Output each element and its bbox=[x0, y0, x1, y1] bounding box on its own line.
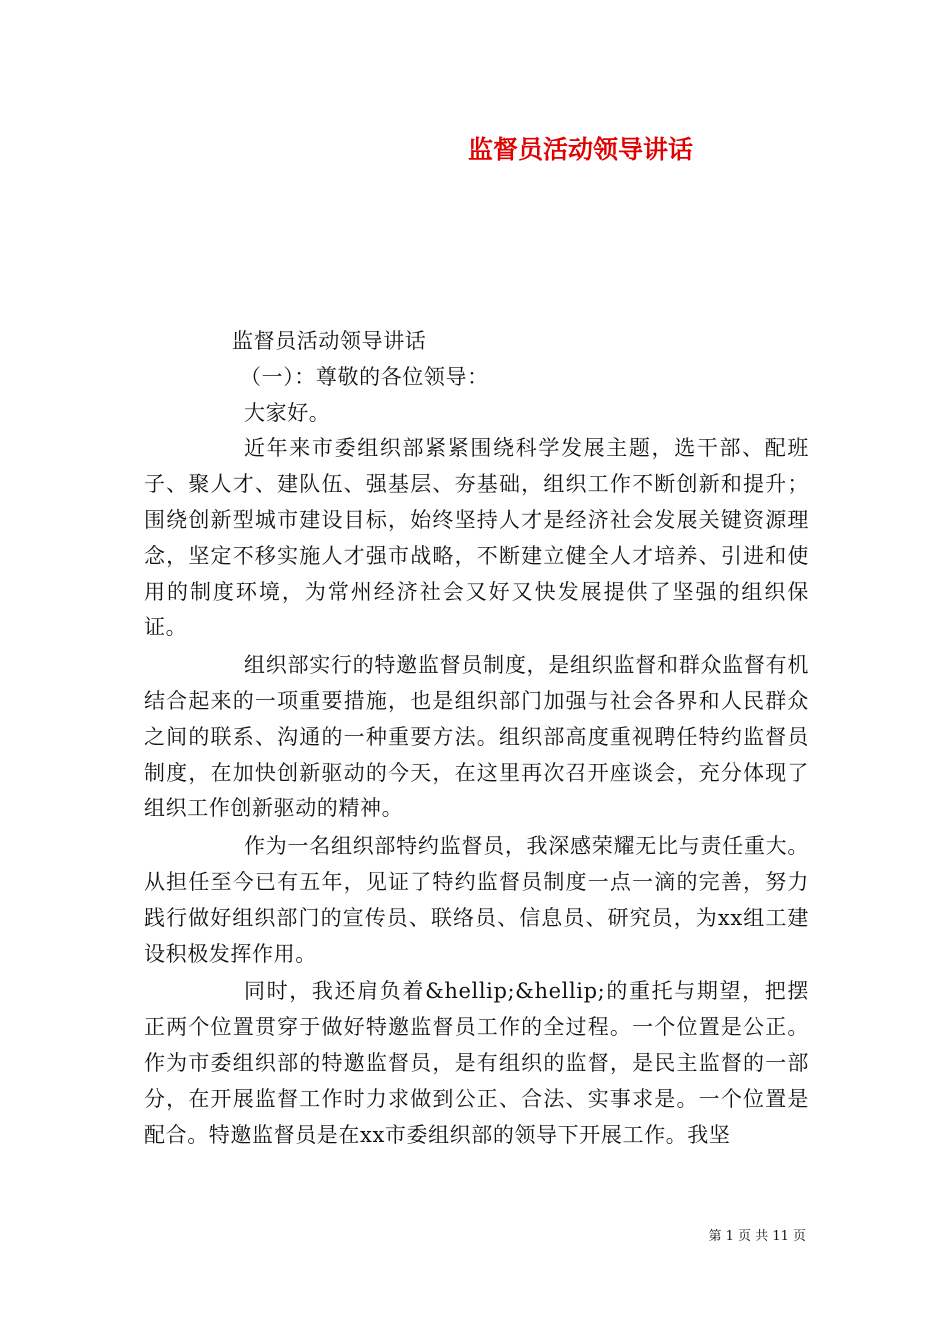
page-number-footer: 第 1 页 共 11 页 bbox=[708, 1229, 806, 1244]
paragraph: 作为一名组织部特约监督员，我深感荣耀无比与责任重大。从担任至今已有五年，见证了特约监督员制度一点一滴的完善，努力践行做好组织部门的宣传员、联络员、信息员、研究员，为xx组工建设积极发挥作用。 bbox=[144, 834, 809, 966]
greeting: 大家好。 bbox=[244, 400, 331, 425]
body-heading: 监督员活动领导讲话 bbox=[232, 329, 427, 353]
paragraph: 同时，我还肩负着&hellip;&hellip;的重托与期望，把摆正两个位置贯穿于做好特邀监督员工作的全过程。一个位置是公正。作为市委组织部的特邀监督员，是有组织的监督，是民主监督的一部分，在开展监督工作时力求做到公正、合法、实事求是。一个位置是配合。特邀监督员是在xx市委组织部的领导下开展工作。我坚 bbox=[144, 979, 809, 1147]
paragraph: 组织部实行的特邀监督员制度，是组织监督和群众监督有机结合起来的一项重要措施，也是组织部门加强与社会各界和人民群众之间的联系、沟通的一种重要方法。组织部高度重视聘任特约监督员制度，在加快创新驱动的今天，在这里再次召开座谈会，充分体现了组织工作创新驱动的精神。 bbox=[144, 653, 809, 821]
salutation: （一）：尊敬的各位领导： bbox=[240, 364, 489, 389]
paragraph: 近年来市委组织部紧紧围绕科学发展主题，选干部、配班子、聚人才、建队伍、强基层、夯基础，组织工作不断创新和提升；围绕创新型城市建设目标，始终坚持人才是经济社会发展关键资源理念，坚定不移实施人才强市战略，不断建立健全人才培养、引进和使用的制度环境，为常州经济社会又好又快发展提供了坚强的组织保证。 bbox=[144, 436, 809, 640]
document-body bbox=[144, 324, 809, 1153]
document-title: 监督员活动领导讲话 bbox=[468, 135, 694, 164]
